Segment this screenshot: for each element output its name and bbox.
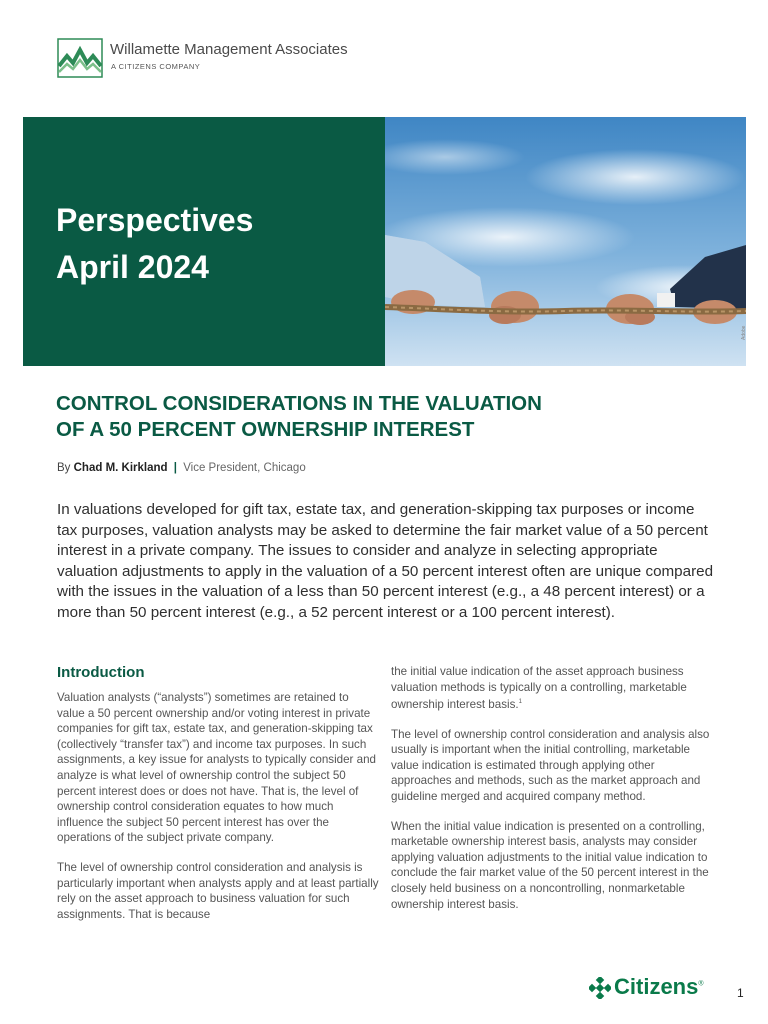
lead-paragraph: In valuations developed for gift tax, estate tax, and generation-skipping tax purposes or income tax purposes, valuation analysts may be asked to determine the fair market value of a 50 percent interest in a private company. The issues to consider and analyze in selecting appropriate valuation adjustments to apply in the valuation of a 50 percent interest often are unique compared with the issues in the valuation of a less than 50 percent interest (e.g., a 48 percent interest) or a more than 50 percent interest (e.g., a 52 percent interest or a 100 percent interest). [57,501,714,621]
citizens-brand: Citizens [614,974,699,999]
byline [57,462,306,474]
right-column [391,664,713,926]
photo-credit: Adobe [741,325,747,340]
publication-name: Perspectives [56,202,254,238]
headline-line-1: CONTROL CONSIDERATIONS IN THE VALUATION [56,392,542,415]
author-name: Chad M. Kirkland [73,462,168,474]
body-paragraph: When the initial value indication is presented on a controlling, marketable ownership interest basis, analysts may consider applying valuation adjustments to the initial value indication to conclude the fair market value of the 50 percent interest in the closely held business on a noncontrolling, nonmarketable ownership interest basis. [391,819,709,911]
tug-of-war-image [385,117,746,366]
byline-separator: | [173,462,177,474]
company-tagline: A CITIZENS COMPANY [111,62,201,71]
hero-banner [23,117,385,366]
body-paragraph: The level of ownership control consideration and analysis also usually is important when the initial controlling, marketable value indication is estimated through applying other approaches and methods, such as the market approach and guideline merged and acquired company method. [391,727,710,804]
publication-title [56,197,253,291]
page-number: 1 [737,986,744,1000]
company-name: Willamette Management Associates [110,41,348,58]
left-column [57,663,379,936]
hero-photo [385,117,746,366]
byline-prefix: By [57,462,71,474]
section-heading-introduction: Introduction [57,664,145,681]
publication-date: April 2024 [56,249,209,285]
article-headline [56,391,656,443]
body-paragraph: Valuation analysts (“analysts”) sometimes are retained to value a 50 percent ownership and/or voting interest in private companies for gift tax, estate tax, and generation-skipping tax (collectively “transfer tax”) and income tax purposes. In such assignments, a key issue for analysts to typically consider and analyze is what level of ownership control the subject 50 percent interest does or does not have. That is, the level of ownership control consideration equates to how much influence the subject 50 percent interest has over the operations of the subject private company. [57,691,376,845]
citizens-emblem-icon [589,977,611,999]
body-paragraph-text: the initial value indication of the asset approach business valuation methods is typically on a controlling, marketable ownership interest basis. [391,665,687,712]
headline-line-2: OF A 50 PERCENT OWNERSHIP INTEREST [56,418,475,441]
trademark-symbol: ® [698,980,704,988]
citizens-logo [589,974,719,1004]
body-paragraph [391,664,713,713]
body-paragraph: The level of ownership control consideration and analysis is particularly important when analysts apply and at least partially rely on the asset approach to business valuation for such assignments. That is because [57,860,379,921]
mountain-logo-icon [57,38,103,78]
company-logo [57,38,377,80]
footnote-marker[interactable]: 1 [518,699,522,706]
author-role: Vice President, Chicago [183,462,306,474]
citizens-wordmark [614,974,704,1000]
